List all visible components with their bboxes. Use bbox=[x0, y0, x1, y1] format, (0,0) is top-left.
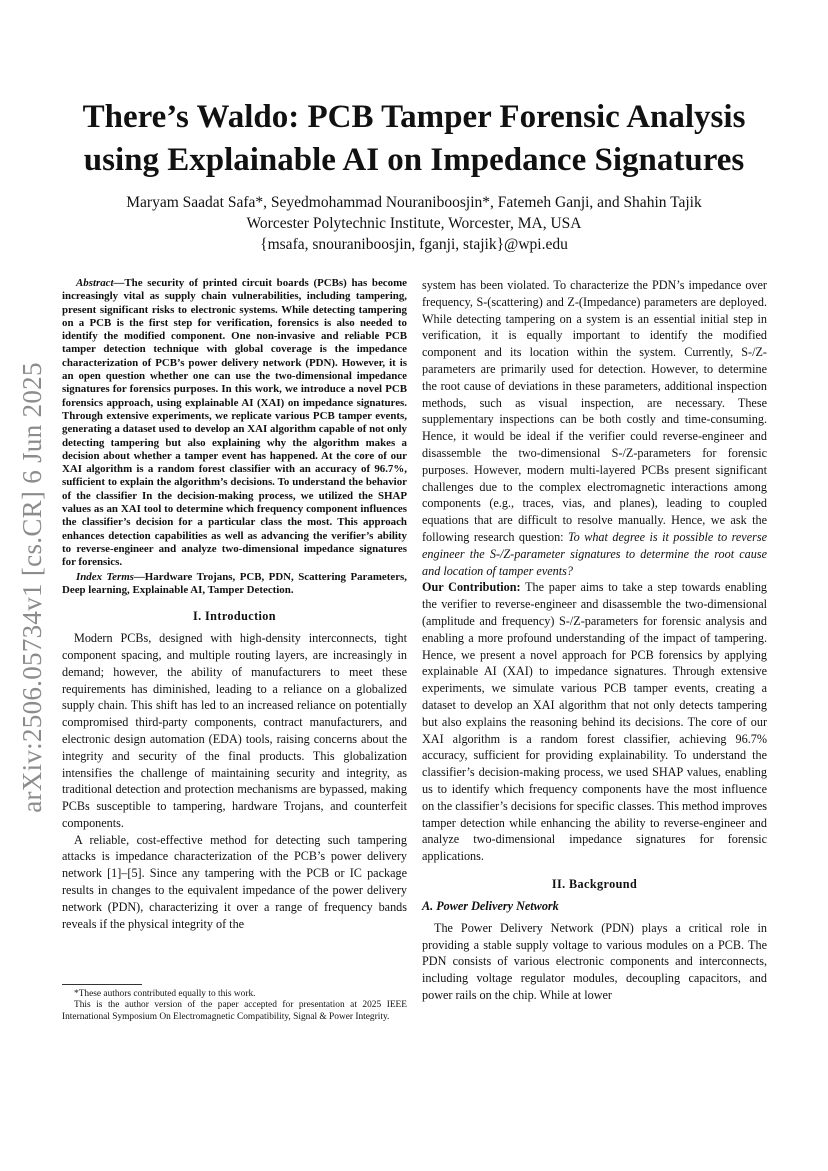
paper-title bbox=[60, 96, 768, 182]
author-block bbox=[60, 192, 768, 255]
section-heading-background: II. Background bbox=[551, 876, 638, 891]
subsection-heading-pdn: A. Power Delivery Network bbox=[422, 898, 559, 913]
intro-paragraph-2: A reliable, cost-effective method for detecting such tampering attacks is impedance characterization of the PCB’s power delivery network [1]–[5]. Since any tampering with the PCB or IC package results in changes to the equivalent impedance of the power delivery network (PDN), characterizing it over a range of frequency bands reveals if the physical integrity of the bbox=[62, 832, 407, 931]
abstract bbox=[62, 277, 407, 597]
contribution-lead: Our Contribution: bbox=[422, 580, 521, 595]
intro-paragraph-1: Modern PCBs, designed with high-density interconnects, tight component spacing, and multiple routing layers, are increasingly in demand; however, the ability of manufacturers to meet these requirements has diminished, leading to a reliance on a globalized supply chain. This shift has led to an increased reliance on potentially compromised third-party components, contract manufacturers, and electronic design automation (EDA) tools, raising concerns about the integrity and security of the final products. This globalization intensifies the challenge of maintaining security and integrity, as traditional detection and protection mechanisms are bypassed, making PCBs susceptible to tampering, hardware Trojans, and counterfeit components. bbox=[62, 631, 407, 830]
section-heading-introduction: I. Introduction bbox=[193, 609, 276, 624]
left-column bbox=[62, 277, 407, 932]
contribution-text: The paper aims to take a step towards enabling the verifier to reverse-engineer and disassemble the two-dimensional (amplitude and frequency) S-/Z-parameters for forensic analysis and enabling a more profound understanding of the impact of tampering. Hence, we present a novel approach for PCB forensics by applying explainable AI (XAI) to impedance signatures. Through extensive experiments, we simulate various PCB tamper events, creating a dataset to develop an XAI algorithm that not only detects tampering but also explains the reasoning behind its decisions. The core of our XAI algorithm is a random forest classifier, achieving 96.7% accuracy, sufficient for providing explainability. To understand the classifier’s decision-making process, we used SHAP values, enabling us to identify which frequency components have the most influence on the classifier’s decisions for specific classes. This method improves tamper detection while enhancing the ability to reverse-engineer and analyze two-dimensional impedance signatures for forensic applications. bbox=[422, 580, 768, 864]
background-paragraph-1: The Power Delivery Network (PDN) plays a critical role in providing a stable supply voltage to various modules on a PCB. The PDN consists of various electronic components and interconnects, including voltage regulator modules, decoupling capacitors, and power rails on the chip. While at lower bbox=[422, 920, 767, 1003]
author-names: Maryam Saadat Safa*, Seyedmohammad Nouraniboosjin*, Fatemeh Ganji, and Shahin Tajik bbox=[126, 194, 702, 211]
footnote-rule bbox=[62, 984, 142, 985]
arxiv-identifier: arXiv:2506.05734v1 [cs.CR] 6 Jun 2025 bbox=[16, 361, 47, 813]
index-terms-text: —Hardware Trojans, PCB, PDN, Scattering Parameters, Deep learning, Explainable AI, Tamper Detection. bbox=[62, 570, 407, 596]
author-emails: {msafa, snouraniboosjin, fganji, stajik}@wpi.edu bbox=[260, 236, 568, 253]
paper-title-line-1: There’s Waldo: PCB Tamper Forensic Analysis bbox=[82, 99, 746, 135]
paper-title-line-2: using Explainable AI on Impedance Signatures bbox=[83, 142, 745, 178]
index-terms bbox=[62, 571, 407, 598]
abstract-text: —The security of printed circuit boards (PCBs) has become increasingly vital as supply chain vulnerabilities, including tampering, present significant risks to electronic systems. While detecting tampering on a PCB is the first step for verification, forensics is also needed to identify the modified component. One non-invasive and reliable PCB tamper detection technique with global coverage is the impedance characterization of PCB’s power delivery network (PDN). However, it is an open question whether one can use the two-dimensional impedance signatures for forensics purposes. In this work, we introduce a novel PCB forensics approach, using explainable AI (XAI) on impedance signatures. Through extensive experiments, we replicate various PCB tamper events, generating a dataset used to develop an XAI algorithm capable of not only detecting tampering but also explaining why the algorithm makes a decision about whether a tamper event has happened. At the core of our XAI algorithm is a random forest classifier with an accuracy of 96.7%, sufficient to explain the algorithm’s decisions. To understand the behavior of the classifier In the decision-making process, we utilized the SHAP values as an XAI tool to determine which frequency component influences the classifier’s decision for a particular class the most. This approach enhances detection capabilities as well as advancing the verifier’s ability to reverse-engineer and analyze two-dimensional impedance signatures for forensics. bbox=[62, 277, 407, 569]
abstract-paragraph bbox=[62, 277, 407, 570]
footnote-equal-contribution: *These authors contributed equally to this work. bbox=[74, 989, 256, 999]
index-terms-lead: Index Terms bbox=[76, 570, 134, 583]
intro-paragraph-3-text: system has been violated. To characterize the PDN’s impedance over frequency, S-(scattering) and Z-(Impedance) parameters are deployed. While detecting tampering on a system is an essential initial step in verification, it is equally important to identify the modified component and its location within the system. Currently, S-/Z-parameters are primarily used for detection. However, to determine the root cause of deviations in these parameters, additional inspection methods, such as visual inspection, are necessary. These supplementary inspections can be both costly and time-consuming. Hence, it would be ideal if the verifier could reverse-engineer and disassemble the two-dimensional S-/Z-parameters for forensic purposes. However, modern multi-layered PCBs present significant challenges due to the complex electromagnetic interactions among components (e.g., traces, vias, and planes), leading to coupled equations that are difficult to resolve manually. Hence, we ask the following research question: bbox=[422, 278, 767, 544]
arxiv-side-stamp bbox=[16, 352, 48, 822]
contribution-paragraph bbox=[422, 579, 767, 865]
author-affiliation: Worcester Polytechnic Institute, Worcester, MA, USA bbox=[246, 215, 582, 232]
footnotes bbox=[62, 984, 407, 1023]
research-question: To what degree is it possible to reverse engineer the S-/Z-parameter signatures to determine the root cause and location of tamper events? bbox=[422, 529, 768, 578]
abstract-lead: Abstract bbox=[76, 277, 114, 289]
footnote-author-version: This is the author version of the paper accepted for presentation at 2025 IEEE International Symposium On Electromagnetic Compatibility, Signal & Power Integrity. bbox=[62, 1000, 407, 1022]
right-column bbox=[422, 277, 767, 1004]
intro-paragraph-3 bbox=[422, 277, 767, 579]
